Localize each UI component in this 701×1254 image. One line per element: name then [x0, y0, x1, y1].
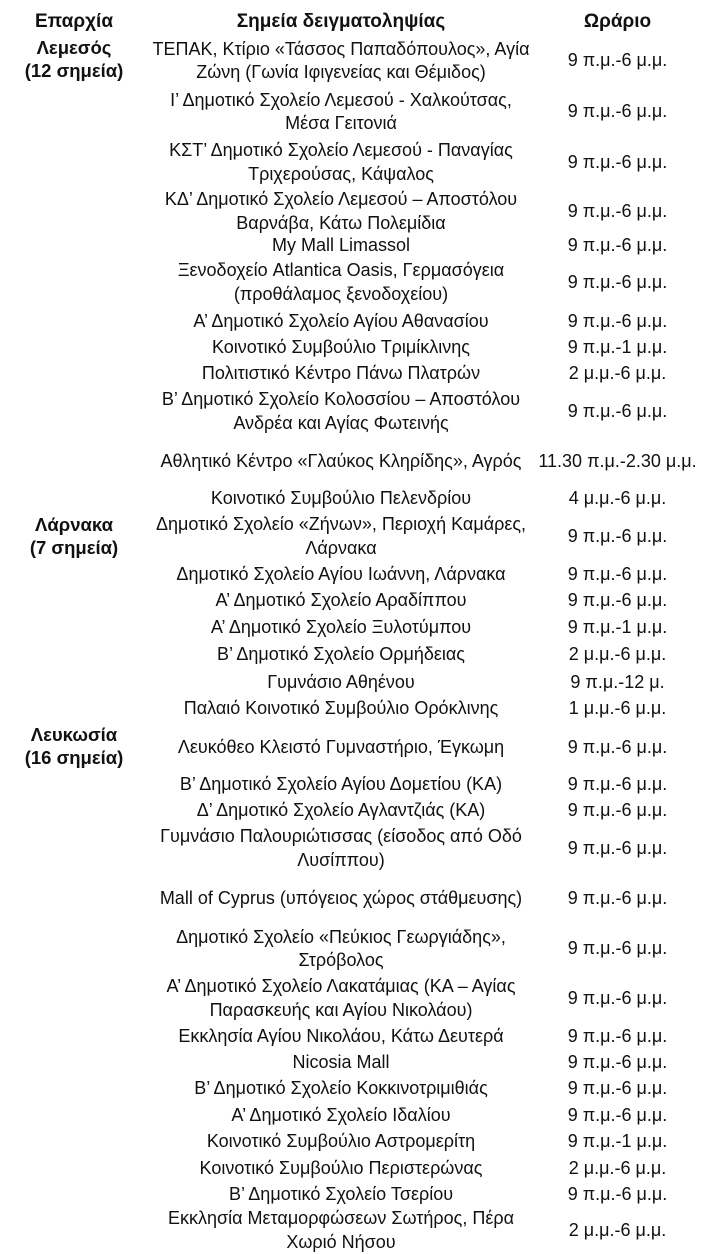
site-hours: 9 π.μ.-6 μ.μ.: [567, 590, 668, 611]
site-hours: 1 μ.μ.-6 μ.μ.: [568, 698, 667, 719]
table-row: [148, 771, 701, 798]
site-hours: 9 π.μ.-6 μ.μ.: [567, 200, 668, 221]
table-row: [148, 924, 701, 974]
site-name: ΤΕΠΑΚ, Κτίριο «Τάσσος Παπαδόπουλος», Αγία Ζώνη (Γωνία Ιφιγενείας και Θέμιδος): [152, 38, 530, 82]
site-name: Κοινοτικό Συμβούλιο Πελενδρίου: [210, 487, 472, 508]
table-row: [148, 562, 701, 588]
header-site: Σημεία δειγματοληψίας: [236, 11, 446, 32]
table-row: [148, 137, 701, 188]
site-name: Εκκλησία Αγίου Νικολάου, Κάτω Δευτερά: [178, 1025, 504, 1046]
site-name: Α’ Δημοτικό Σχολείο Αγίου Αθανασίου: [193, 310, 489, 331]
site-hours: 4 μ.μ.-6 μ.μ.: [568, 487, 667, 508]
region-count: (12 σημεία): [24, 60, 124, 81]
site-name: ΚΔ’ Δημοτικό Σχολείο Λεμεσού – Αποστόλου Βαρνάβα, Κάτω Πολεμίδια: [164, 189, 518, 233]
site-hours: 2 μ.μ.-6 μ.μ.: [568, 1157, 667, 1178]
site-name: Nicosia Mall: [292, 1051, 390, 1072]
site-hours: 9 π.μ.-6 μ.μ.: [567, 837, 668, 858]
region-larnaca: [0, 513, 148, 559]
site-name: Παλαιό Κοινοτικό Συμβούλιο Ορόκλινης: [183, 698, 499, 719]
table-row: [148, 334, 701, 361]
site-hours: 9 π.μ.-12 μ.: [570, 671, 665, 692]
site-hours: 9 π.μ.-6 μ.μ.: [567, 564, 668, 585]
table-row: [148, 723, 701, 773]
site-name: Εκκλησία Μεταμορφώσεων Σωτήρος, Πέρα Χωριό Νήσου: [168, 1208, 514, 1252]
site-name: Α’ Δημοτικό Σχολείο Ιδαλίου: [231, 1104, 451, 1125]
table-row: [148, 669, 701, 696]
table-row: [148, 823, 701, 874]
site-name: Α’ Δημοτικό Σχολείο Λακατάμιας (ΚΑ – Αγίας Παρασκευής και Αγίου Νικολάου): [166, 976, 516, 1020]
site-name: Β’ Δημοτικό Σχολείο Κοκκινοτριμιθιάς: [194, 1077, 488, 1098]
table-row: [148, 614, 701, 641]
site-hours: 9 π.μ.-6 μ.μ.: [567, 101, 668, 122]
site-hours: 9 π.μ.-6 μ.μ.: [567, 773, 668, 794]
site-hours: 11.30 π.μ.-2.30 μ.μ.: [538, 450, 697, 471]
site-hours: 2 μ.μ.-6 μ.μ.: [568, 644, 667, 665]
site-hours: 9 π.μ.-1 μ.μ.: [567, 1130, 668, 1151]
site-hours: 9 π.μ.-6 μ.μ.: [567, 400, 668, 421]
site-hours: 9 π.μ.-6 μ.μ.: [567, 938, 668, 959]
site-name: Α’ Δημοτικό Σχολείο Ξυλοτύμπου: [210, 616, 472, 637]
table-row: [148, 360, 701, 387]
table-row: [148, 436, 701, 487]
table-row: [148, 386, 701, 437]
site-name: Β’ Δημοτικό Σχολείο Τσερίου: [228, 1183, 454, 1204]
region-count: (16 σημεία): [24, 747, 124, 768]
table-row: [148, 641, 701, 669]
table-row: [148, 1102, 701, 1129]
table-row: [148, 511, 701, 562]
site-name: Β’ Δημοτικό Σχολείο Ορμήδειας: [217, 644, 465, 665]
site-name: Αθλητικό Κέντρο «Γλαύκος Κληρίδης», Αγρός: [160, 450, 522, 471]
table-row: [148, 186, 701, 237]
site-name: Δημοτικό Σχολείο «Ζήνων», Περιοχή Καμάρες, Λάρνακα: [155, 514, 527, 558]
table-row: [148, 588, 701, 614]
table-row: [148, 1023, 701, 1050]
region-name: Λεμεσός: [36, 37, 112, 58]
table-header: [0, 8, 701, 36]
table-row: [148, 1155, 701, 1182]
site-name: My Mall Limassol: [271, 234, 411, 255]
table-row: [148, 1128, 701, 1155]
site-hours: 9 π.μ.-6 μ.μ.: [567, 1104, 668, 1125]
table-row: [148, 797, 701, 824]
header-region: Επαρχία: [34, 11, 114, 32]
header-hours: Ωράριο: [583, 11, 652, 32]
site-name: Γυμνάσιο Παλουριώτισσας (είσοδος από Οδό Λυσίππου): [160, 826, 522, 870]
site-name: Πολιτιστικό Κέντρο Πάνω Πλατρών: [201, 362, 481, 383]
site-name: Ι’ Δημοτικό Σχολείο Λεμεσού - Χαλκούτσας, Μέσα Γειτονιά: [170, 89, 512, 133]
site-name: Δημοτικό Σχολείο «Πεύκιος Γεωργιάδης», Στρόβολος: [176, 926, 506, 970]
region-name: Λάρνακα: [35, 514, 113, 535]
region-count: (7 σημεία): [29, 537, 119, 558]
table-row: [148, 1181, 701, 1208]
site-hours: 9 π.μ.-6 μ.μ.: [567, 1051, 668, 1072]
table-row: [148, 973, 701, 1024]
site-hours: 2 μ.μ.-6 μ.μ.: [568, 362, 667, 383]
site-name: Mall of Cyprus (υπόγειος χώρος στάθμευσης): [159, 887, 523, 908]
site-name: Α’ Δημοτικό Σχολείο Αραδίππου: [215, 590, 467, 611]
site-hours: 9 π.μ.-6 μ.μ.: [567, 234, 668, 255]
region-nicosia: [0, 723, 148, 769]
site-name: Κοινοτικό Συμβούλιο Περιστερώνας: [199, 1157, 483, 1178]
table-row: [148, 1049, 701, 1076]
site-hours: 9 π.μ.-6 μ.μ.: [567, 1183, 668, 1204]
table-row: [148, 486, 701, 511]
site-hours: 9 π.μ.-6 μ.μ.: [567, 50, 668, 71]
site-hours: 9 π.μ.-6 μ.μ.: [567, 310, 668, 331]
site-name: ΚΣΤ’ Δημοτικό Σχολείο Λεμεσού - Παναγίας Τριχερούσας, Κάψαλος: [169, 140, 513, 184]
site-hours: 9 π.μ.-6 μ.μ.: [567, 737, 668, 758]
table-row: [148, 695, 701, 723]
site-hours: 9 π.μ.-6 μ.μ.: [567, 271, 668, 292]
site-name: Β’ Δημοτικό Σχολείο Κολοσσίου – Αποστόλου Ανδρέα και Αγίας Φωτεινής: [161, 389, 521, 433]
region-name: Λευκωσία: [30, 724, 118, 745]
table-row: [148, 873, 701, 924]
site-name: Β’ Δημοτικό Σχολείο Αγίου Δομετίου (ΚΑ): [179, 773, 503, 794]
table-row: [148, 234, 701, 257]
site-name: Δημοτικό Σχολείο Αγίου Ιωάννη, Λάρνακα: [176, 564, 506, 585]
site-hours: 9 π.μ.-1 μ.μ.: [567, 616, 668, 637]
table-row: [148, 1207, 701, 1254]
site-hours: 9 π.μ.-6 μ.μ.: [567, 1077, 668, 1098]
table-row: [148, 36, 701, 86]
site-hours: 9 π.μ.-6 μ.μ.: [567, 525, 668, 546]
site-hours: 9 π.μ.-1 μ.μ.: [567, 336, 668, 357]
site-name: Γυμνάσιο Αθηένου: [267, 671, 415, 692]
table-row: [148, 87, 701, 137]
table-row: [148, 1075, 701, 1102]
site-hours: 9 π.μ.-6 μ.μ.: [567, 1025, 668, 1046]
site-name: Δ’ Δημοτικό Σχολείο Αγλαντζιάς (ΚΑ): [196, 799, 486, 820]
site-hours: 9 π.μ.-6 μ.μ.: [567, 987, 668, 1008]
site-name: Κοινοτικό Συμβούλιο Αστρομερίτη: [206, 1130, 476, 1151]
site-name: Κοινοτικό Συμβούλιο Τριμίκλινης: [212, 336, 470, 357]
site-name: Ξενοδοχείο Atlantica Oasis, Γερμασόγεια (προθάλαμος ξενοδοχείου): [177, 260, 505, 304]
site-hours: 9 π.μ.-6 μ.μ.: [567, 887, 668, 908]
table-row: [148, 308, 701, 335]
site-hours: 2 μ.μ.-6 μ.μ.: [568, 1219, 667, 1240]
site-hours: 9 π.μ.-6 μ.μ.: [567, 151, 668, 172]
site-name: Λευκόθεο Κλειστό Γυμναστήριο, Έγκωμη: [177, 737, 505, 758]
table-row: [148, 257, 701, 308]
site-hours: 9 π.μ.-6 μ.μ.: [567, 799, 668, 820]
region-limassol: [0, 36, 148, 82]
